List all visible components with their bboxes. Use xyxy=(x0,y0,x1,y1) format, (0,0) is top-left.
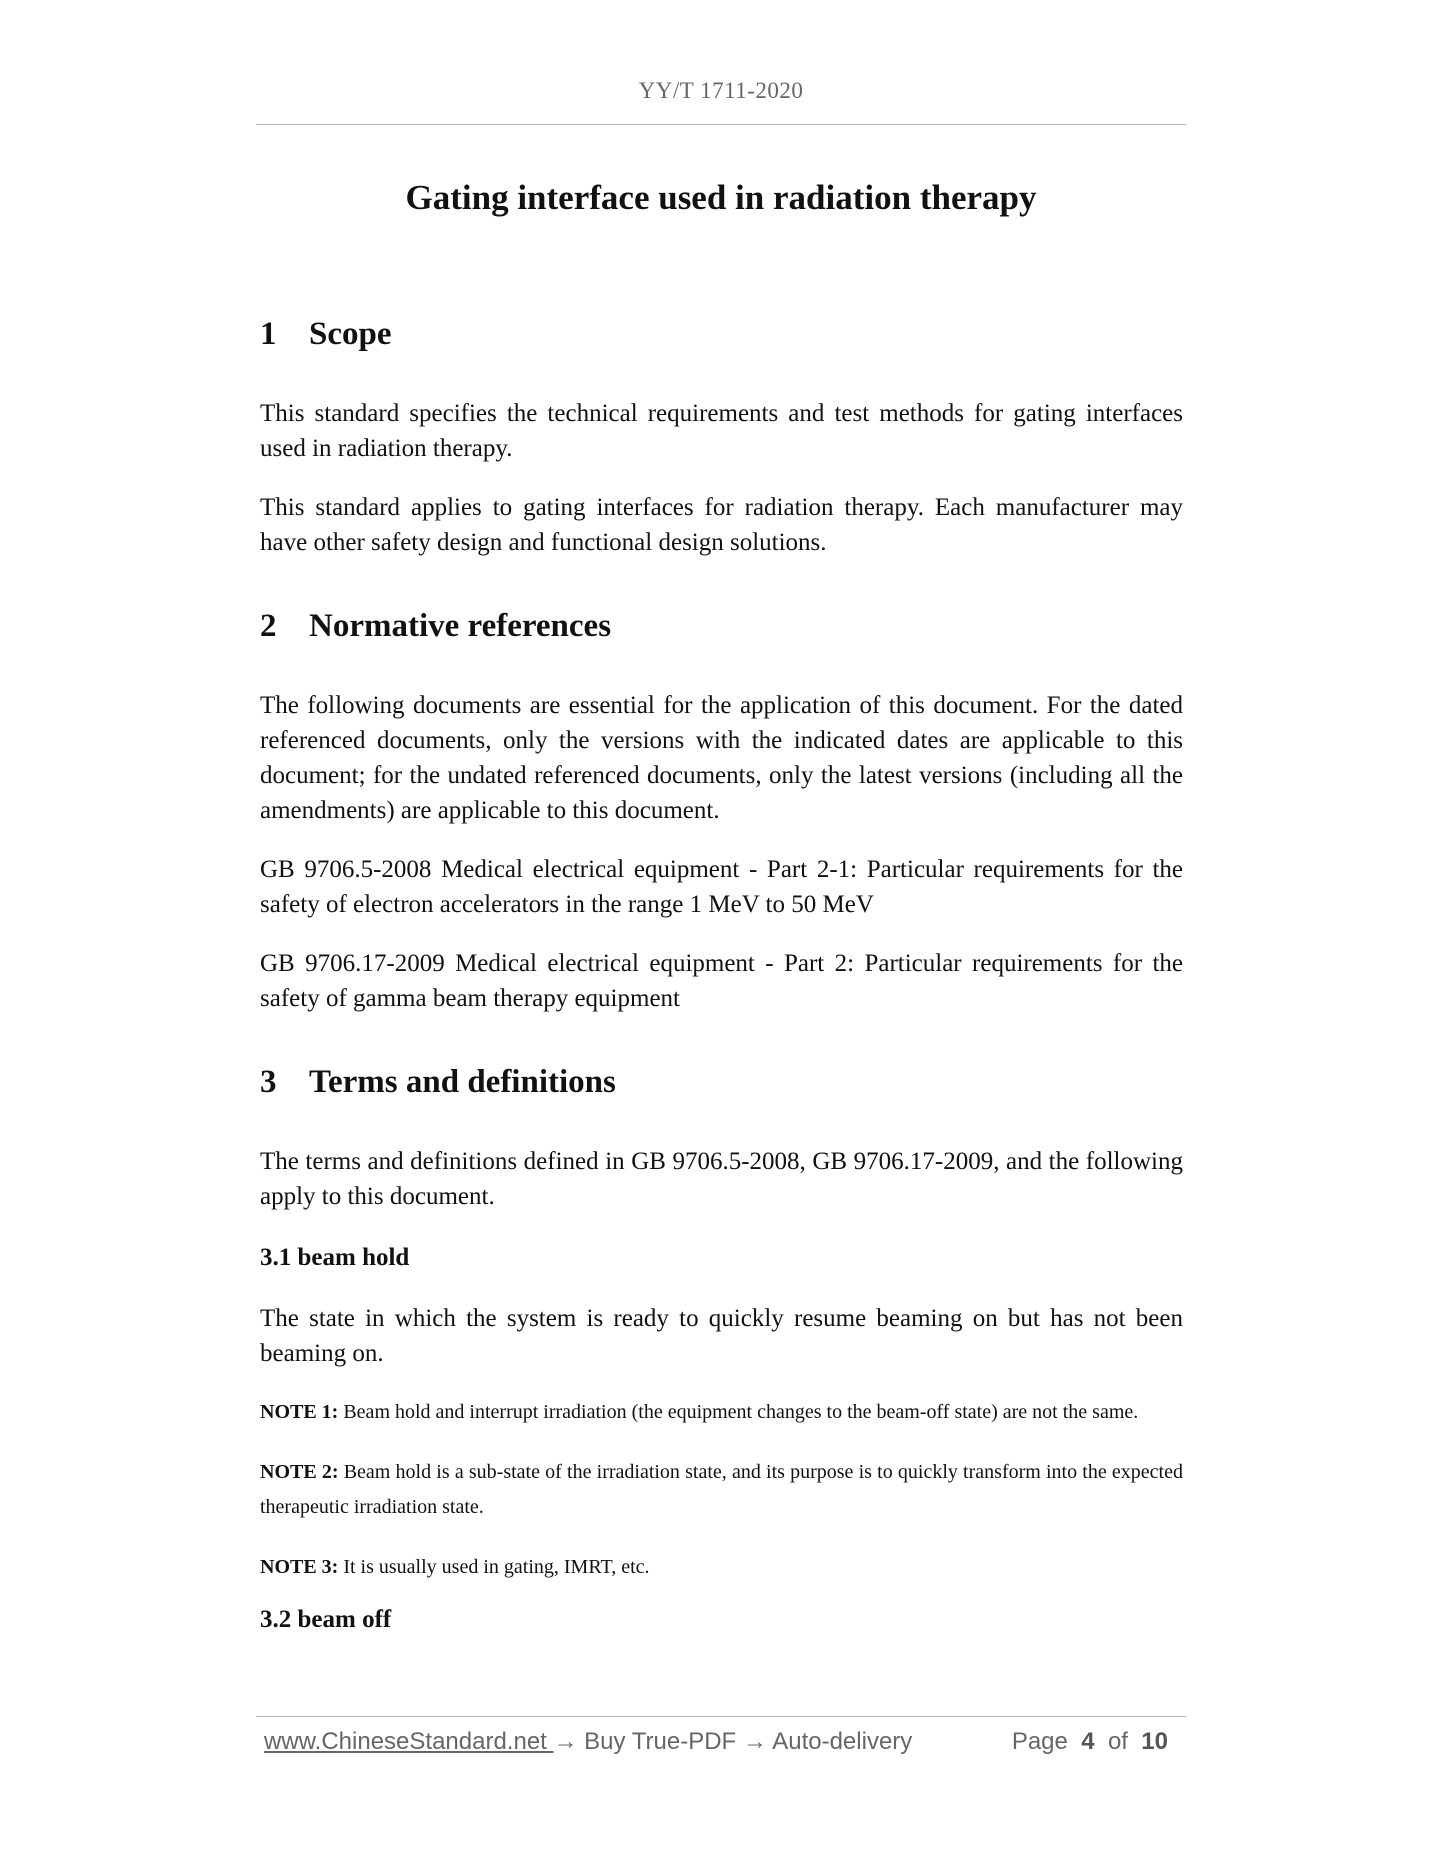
section-title: Scope xyxy=(309,316,392,352)
footer-promo xyxy=(264,1728,912,1756)
section-title: Terms and definitions xyxy=(309,1064,616,1100)
page-total: 10 xyxy=(1141,1728,1168,1755)
note-label: NOTE 2: xyxy=(260,1461,339,1483)
section-2-heading xyxy=(260,604,1183,648)
note-2 xyxy=(260,1455,1183,1525)
section-1-heading xyxy=(260,312,1183,356)
note-text: Beam hold is a sub-state of the irradiation state, and its purpose is to quickly transform into the expected therapeutic irradiation state. xyxy=(260,1461,1183,1518)
scope-paragraph-1: This standard specifies the technical requirements and test methods for gating interfaces used in radiation therapy. xyxy=(260,400,1183,462)
term-3-1-heading: 3.1 beam hold xyxy=(260,1244,410,1271)
document-body xyxy=(260,312,1183,1637)
site-link[interactable]: www.ChineseStandard.net xyxy=(264,1728,554,1755)
section-number: 3 xyxy=(260,1064,277,1100)
note-label: NOTE 3: xyxy=(260,1556,339,1578)
note-text: Beam hold and interrupt irradiation (the equipment changes to the beam-off state) are not the same. xyxy=(338,1401,1139,1423)
section-number: 2 xyxy=(260,608,277,644)
scope-paragraph-2: This standard applies to gating interfaces for radiation therapy. Each manufacturer may have other safety design and functional design solutions. xyxy=(260,494,1183,556)
document-title: Gating interface used in radiation therapy xyxy=(405,178,1037,217)
terms-intro-paragraph: The terms and definitions defined in GB 9706.5-2008, GB 9706.17-2009, and the following apply to this document. xyxy=(260,1148,1183,1210)
footer-divider xyxy=(256,1716,1186,1717)
note-text: It is usually used in gating, IMRT, etc. xyxy=(338,1556,650,1578)
page-label: Page xyxy=(1011,1728,1068,1755)
section-number: 1 xyxy=(260,316,277,352)
term-3-1-definition: The state in which the system is ready to quickly resume beaming on but has not been beaming on. xyxy=(260,1305,1183,1367)
note-1 xyxy=(260,1395,1183,1430)
reference-gb-9706-5: GB 9706.5-2008 Medical electrical equipment - Part 2-1: Particular requirements for the safety of electron accelerators in the range 1 MeV to 50 MeV xyxy=(260,856,1183,918)
footer-tagline: → Buy True-PDF → Auto-delivery xyxy=(553,1728,913,1755)
page-footer xyxy=(264,1728,1184,1764)
page-current: 4 xyxy=(1081,1728,1095,1755)
page-of-label: of xyxy=(1107,1728,1128,1755)
normative-intro-paragraph: The following documents are essential for the application of this document. For the dated referenced documents, only the versions with the indicated dates are applicable to this document; for the undated referenced documents, only the latest versions (including all the amendments) are applicable to this document. xyxy=(260,692,1183,824)
term-3-2-heading: 3.2 beam off xyxy=(260,1606,392,1633)
document-code: YY/T 1711-2020 xyxy=(638,78,804,103)
page-indicator xyxy=(1012,1728,1168,1756)
section-3-heading xyxy=(260,1060,1183,1104)
section-title: Normative references xyxy=(309,608,612,644)
reference-gb-9706-17: GB 9706.17-2009 Medical electrical equipment - Part 2: Particular requirements for the safety of gamma beam therapy equipment xyxy=(260,950,1183,1012)
note-3 xyxy=(260,1550,1183,1585)
note-label: NOTE 1: xyxy=(260,1401,339,1423)
header-divider xyxy=(256,124,1186,125)
